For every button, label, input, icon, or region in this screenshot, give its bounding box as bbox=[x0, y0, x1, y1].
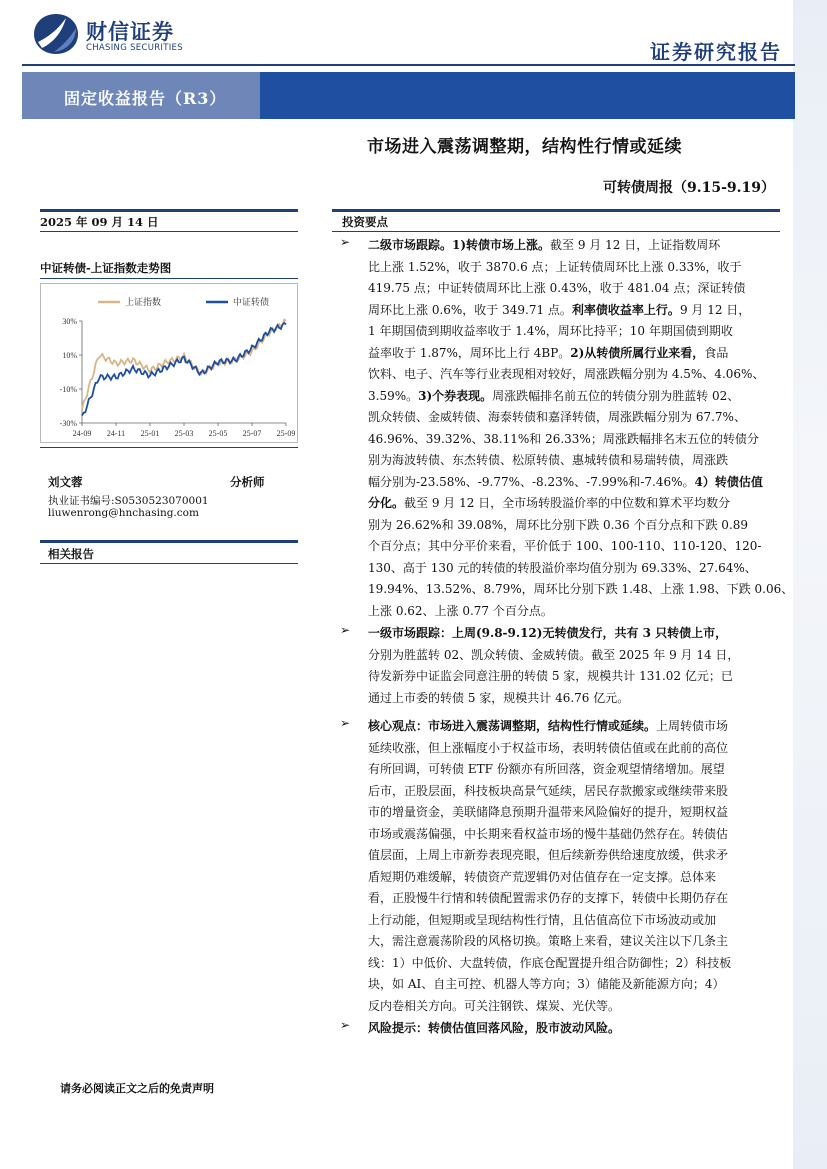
text: 上行动能，但短期或呈现结构性行情，且估值高位下市场波动或加 bbox=[368, 912, 717, 927]
text: 值层面，上周上市新券表现亮眼，但后续新券供给速度放缓，供求矛 bbox=[368, 848, 729, 862]
bullet-icon: ➢ bbox=[340, 1018, 351, 1032]
disclaimer-notice: 请务必阅读正文之后的免责声明 bbox=[60, 1082, 214, 1095]
related-top-bar bbox=[40, 540, 298, 543]
brand-name-en: CHASING SECURITIES bbox=[86, 43, 183, 53]
text: 大，需注意震荡阶段的风格切换。策略上来看，建议关注以下几条主 bbox=[368, 934, 729, 948]
chart-title-divider bbox=[40, 278, 298, 279]
text: 食品 bbox=[704, 345, 729, 360]
report-subtitle: 可转债周报（9.15-9.19） bbox=[603, 180, 776, 196]
text: 周环比上涨 0.6%，收于 349.71 点。 bbox=[368, 302, 572, 317]
text: 分别为胜蓝转 02、凯众转债、金威转债。截至 2025 年 9 月 14 日， bbox=[368, 647, 740, 662]
paragraph-line bbox=[368, 1018, 776, 1040]
paragraph-line bbox=[368, 407, 776, 429]
brand-logo-icon bbox=[32, 12, 80, 56]
x-tick-label: 25-09 bbox=[276, 429, 296, 438]
text: 延续收涨，但上涨幅度小于权益市场，表明转债估值或在此前的高位 bbox=[368, 740, 729, 755]
brand-name-cn: 财信证券 bbox=[86, 20, 174, 44]
text: 有所回调，可转债 ETF 份额亦有所回落，资金观望情绪增加。展望 bbox=[368, 762, 725, 776]
y-tick-label: 30% bbox=[62, 317, 77, 326]
core-view-paragraph bbox=[368, 716, 776, 1017]
text: 上涨 0.62、上涨 0.77 个百分点。 bbox=[368, 603, 553, 618]
x-tick-label: 24-11 bbox=[106, 429, 126, 438]
paragraph-line bbox=[368, 645, 776, 667]
paragraph-line bbox=[368, 558, 776, 580]
paragraph-line bbox=[368, 321, 776, 343]
text: 线：1）中低价、大盘转债，作底仓配置提升组合防御性；2）科技板 bbox=[368, 955, 732, 970]
x-tick-label: 24-09 bbox=[72, 429, 92, 438]
analyst-role: 分析师 bbox=[230, 475, 265, 489]
text: 别为海波转债、东杰转债、松原转债、惠城转债和易瑞转债，周涨跌 bbox=[368, 453, 729, 467]
category-label: 固定收益报告（R3） bbox=[64, 89, 227, 108]
paragraph-line bbox=[368, 888, 776, 910]
right-top-bar bbox=[332, 209, 780, 212]
text: 3.59%。 bbox=[368, 388, 419, 403]
paragraph-line bbox=[368, 472, 776, 494]
paragraph-line bbox=[368, 364, 776, 386]
secondary-market-paragraph bbox=[368, 235, 794, 622]
paragraph-line bbox=[368, 974, 776, 996]
paragraph-line bbox=[368, 386, 776, 408]
text: 周涨跌幅排名前五位的转债分别为胜蓝转 02、 bbox=[492, 388, 740, 403]
paragraph-line bbox=[368, 824, 776, 846]
bold-text: 2)从转债所属行业来看， bbox=[570, 345, 705, 360]
text: 看，正股慢牛行情和转债配置需求仍存的支撑下，转债中长期仍存在 bbox=[368, 891, 729, 905]
text: 个百分点；其中分平价来看，平价低于 100、100-110、110-120、120- bbox=[368, 539, 762, 553]
brand-logo bbox=[32, 12, 80, 60]
paragraph-line bbox=[368, 910, 776, 932]
paragraph-line bbox=[368, 601, 776, 623]
y-tick-label: -10% bbox=[59, 385, 77, 394]
text: 后市，正股层面，科技板块高景气延续，居民存款搬家或继续带来股 bbox=[368, 783, 729, 798]
text: 19.94%、13.52%、8.79%，周环比分别下跌 1.48、上涨 1.98、下跌 0.06、 bbox=[368, 582, 794, 596]
paragraph-line bbox=[368, 579, 794, 601]
related-divider bbox=[40, 563, 298, 564]
report-type-label: 证券研究报告 bbox=[650, 40, 782, 64]
text: 块，如 AI、自主可控、机器人等方向；3）储能及新能源方向；4） bbox=[368, 977, 725, 991]
text: 1 年期国债到期收益率收于 1.4%，周环比持平；10 年期国债到期收 bbox=[368, 324, 733, 338]
text: 9 月 12 日， bbox=[679, 302, 751, 317]
paragraph-line bbox=[368, 257, 776, 279]
paragraph-line bbox=[368, 953, 776, 975]
paragraph-line bbox=[368, 278, 776, 300]
bold-text: 分化。 bbox=[368, 496, 405, 510]
paragraph-line bbox=[368, 845, 776, 867]
left-top-bar bbox=[40, 209, 298, 212]
x-tick-label: 25-01 bbox=[140, 429, 160, 438]
paragraph-line bbox=[368, 300, 776, 322]
paragraph-line bbox=[368, 536, 776, 558]
text: 130、高于 130 元的转债的转股溢价率均值分别为 69.33%、27.64%、 bbox=[368, 560, 757, 575]
x-tick-label: 25-03 bbox=[174, 429, 194, 438]
bullet-icon: ➢ bbox=[340, 623, 351, 637]
bullet-icon: ➢ bbox=[340, 716, 351, 730]
chart-title: 中证转债-上证指数走势图 bbox=[40, 261, 172, 275]
paragraph-line bbox=[368, 688, 776, 710]
paragraph-line bbox=[368, 493, 776, 515]
text: 市场或震荡偏强，中长期来看权益市场的慢牛基础仍然存在。转债估 bbox=[368, 826, 729, 841]
paragraph-line bbox=[368, 931, 776, 953]
text: 别为 26.62%和 39.08%，周环比分别下跌 0.36 个百分点和下跌 0.89 bbox=[368, 517, 749, 532]
bold-text: 核心观点：市场进入震荡调整期，结构性行情或延续。 bbox=[368, 719, 657, 733]
bold-text: 利率债收益率上行。 bbox=[571, 302, 680, 317]
paragraph-line bbox=[368, 429, 776, 451]
trend-chart bbox=[40, 283, 298, 443]
primary-market-paragraph bbox=[368, 623, 776, 709]
paragraph-line bbox=[368, 666, 776, 688]
text: 待发新券中证监会同意注册的转债 5 家，规模共计 131.02 亿元；已 bbox=[368, 669, 733, 683]
x-tick-label: 25-05 bbox=[208, 429, 228, 438]
bold-text: 4）转债估值 bbox=[694, 474, 763, 489]
report-title: 市场进入震荡调整期，结构性行情或延续 bbox=[367, 137, 682, 157]
right-decorative-stripe bbox=[793, 0, 827, 1169]
bold-text: 一级市场跟踪：上周(9.8-9.12)无转债发行，共有 3 只转债上市， bbox=[368, 626, 728, 640]
legend-label: 中证转债 bbox=[233, 298, 270, 308]
related-reports-heading: 相关报告 bbox=[48, 547, 94, 561]
text: 市的增量资金，美联储降息预期升温带来风险偏好的提升，短期权益 bbox=[368, 805, 729, 819]
text: 419.75 点；中证转债周环比上涨 0.43%，收于 481.04 点；深证转债 bbox=[368, 281, 746, 295]
header-divider bbox=[22, 64, 795, 66]
risk-warning-paragraph bbox=[368, 1018, 776, 1040]
date-divider bbox=[40, 231, 298, 232]
bullet-icon: ➢ bbox=[340, 235, 351, 249]
report-date: 2025 年 09 月 14 日 bbox=[40, 215, 159, 229]
paragraph-line bbox=[368, 738, 776, 760]
text: 46.96%、39.32%、38.11%和 26.33%；周涨跌幅排名末五位的转债分 bbox=[368, 431, 759, 446]
text: 反内卷相关方向。可关注钢铁、煤炭、光伏等。 bbox=[368, 998, 621, 1013]
text: 凯众转债、金威转债、海泰转债和嘉泽转债，周涨跌幅分别为 67.7%、 bbox=[368, 410, 746, 424]
paragraph-line bbox=[368, 343, 776, 365]
category-banner-right bbox=[260, 72, 795, 119]
paragraph-line bbox=[368, 759, 776, 781]
text: 益率收于 1.87%，周环比上行 4BP。 bbox=[368, 345, 571, 360]
text: 截至 9 月 12 日，全市场转股溢价率的中位数和算术平均数分 bbox=[404, 496, 731, 510]
paragraph-line bbox=[368, 996, 776, 1018]
text: 截至 9 月 12 日，上证指数周环 bbox=[550, 238, 721, 252]
key-points-divider bbox=[332, 231, 780, 232]
x-tick-label: 25-07 bbox=[242, 429, 262, 438]
text: 幅分别为-23.58%、-9.77%、-8.23%、-7.99%和-7.46%。 bbox=[368, 474, 695, 489]
paragraph-line bbox=[368, 716, 776, 738]
text: 通过上市委的转债 5 家，规模共计 46.76 亿元。 bbox=[368, 690, 630, 705]
key-points-heading: 投资要点 bbox=[342, 215, 388, 229]
y-tick-label: 10% bbox=[62, 351, 77, 360]
bold-text: 二级市场跟踪。1)转债市场上涨。 bbox=[368, 238, 551, 252]
paragraph-line bbox=[368, 623, 776, 645]
paragraph-line bbox=[368, 781, 776, 803]
analyst-cert: 执业证书编号:S0530523070001 bbox=[48, 495, 209, 507]
paragraph-line bbox=[368, 867, 776, 889]
text: 比上涨 1.52%，收于 3870.6 点；上证转债周环比上涨 0.33%，收于 bbox=[368, 259, 742, 274]
trend-chart-svg bbox=[40, 283, 298, 443]
text: 饮料、电子、汽车等行业表现相对较好，周涨跌幅分别为 4.5%、4.06%、 bbox=[368, 367, 765, 381]
analyst-name: 刘文蓉 bbox=[48, 475, 83, 489]
paragraph-line bbox=[368, 450, 776, 472]
y-tick-label: -30% bbox=[59, 419, 77, 428]
paragraph-line bbox=[368, 802, 776, 824]
text: 盾短期仍难缓解，转债资产荒逻辑仍对估值存在一定支撑。总体来 bbox=[368, 869, 717, 884]
bold-text: 风险提示：转债估值回落风险，股市波动风险。 bbox=[368, 1021, 621, 1035]
paragraph-line bbox=[368, 515, 776, 537]
analyst-email[interactable]: liuwenrong@hnchasing.com bbox=[48, 507, 199, 519]
legend-label: 上证指数 bbox=[125, 298, 162, 308]
text: 上周转债市场 bbox=[656, 719, 729, 733]
bold-text: 3)个券表现。 bbox=[418, 388, 493, 403]
paragraph-line bbox=[368, 235, 776, 257]
chart-bottom-divider bbox=[40, 447, 298, 448]
